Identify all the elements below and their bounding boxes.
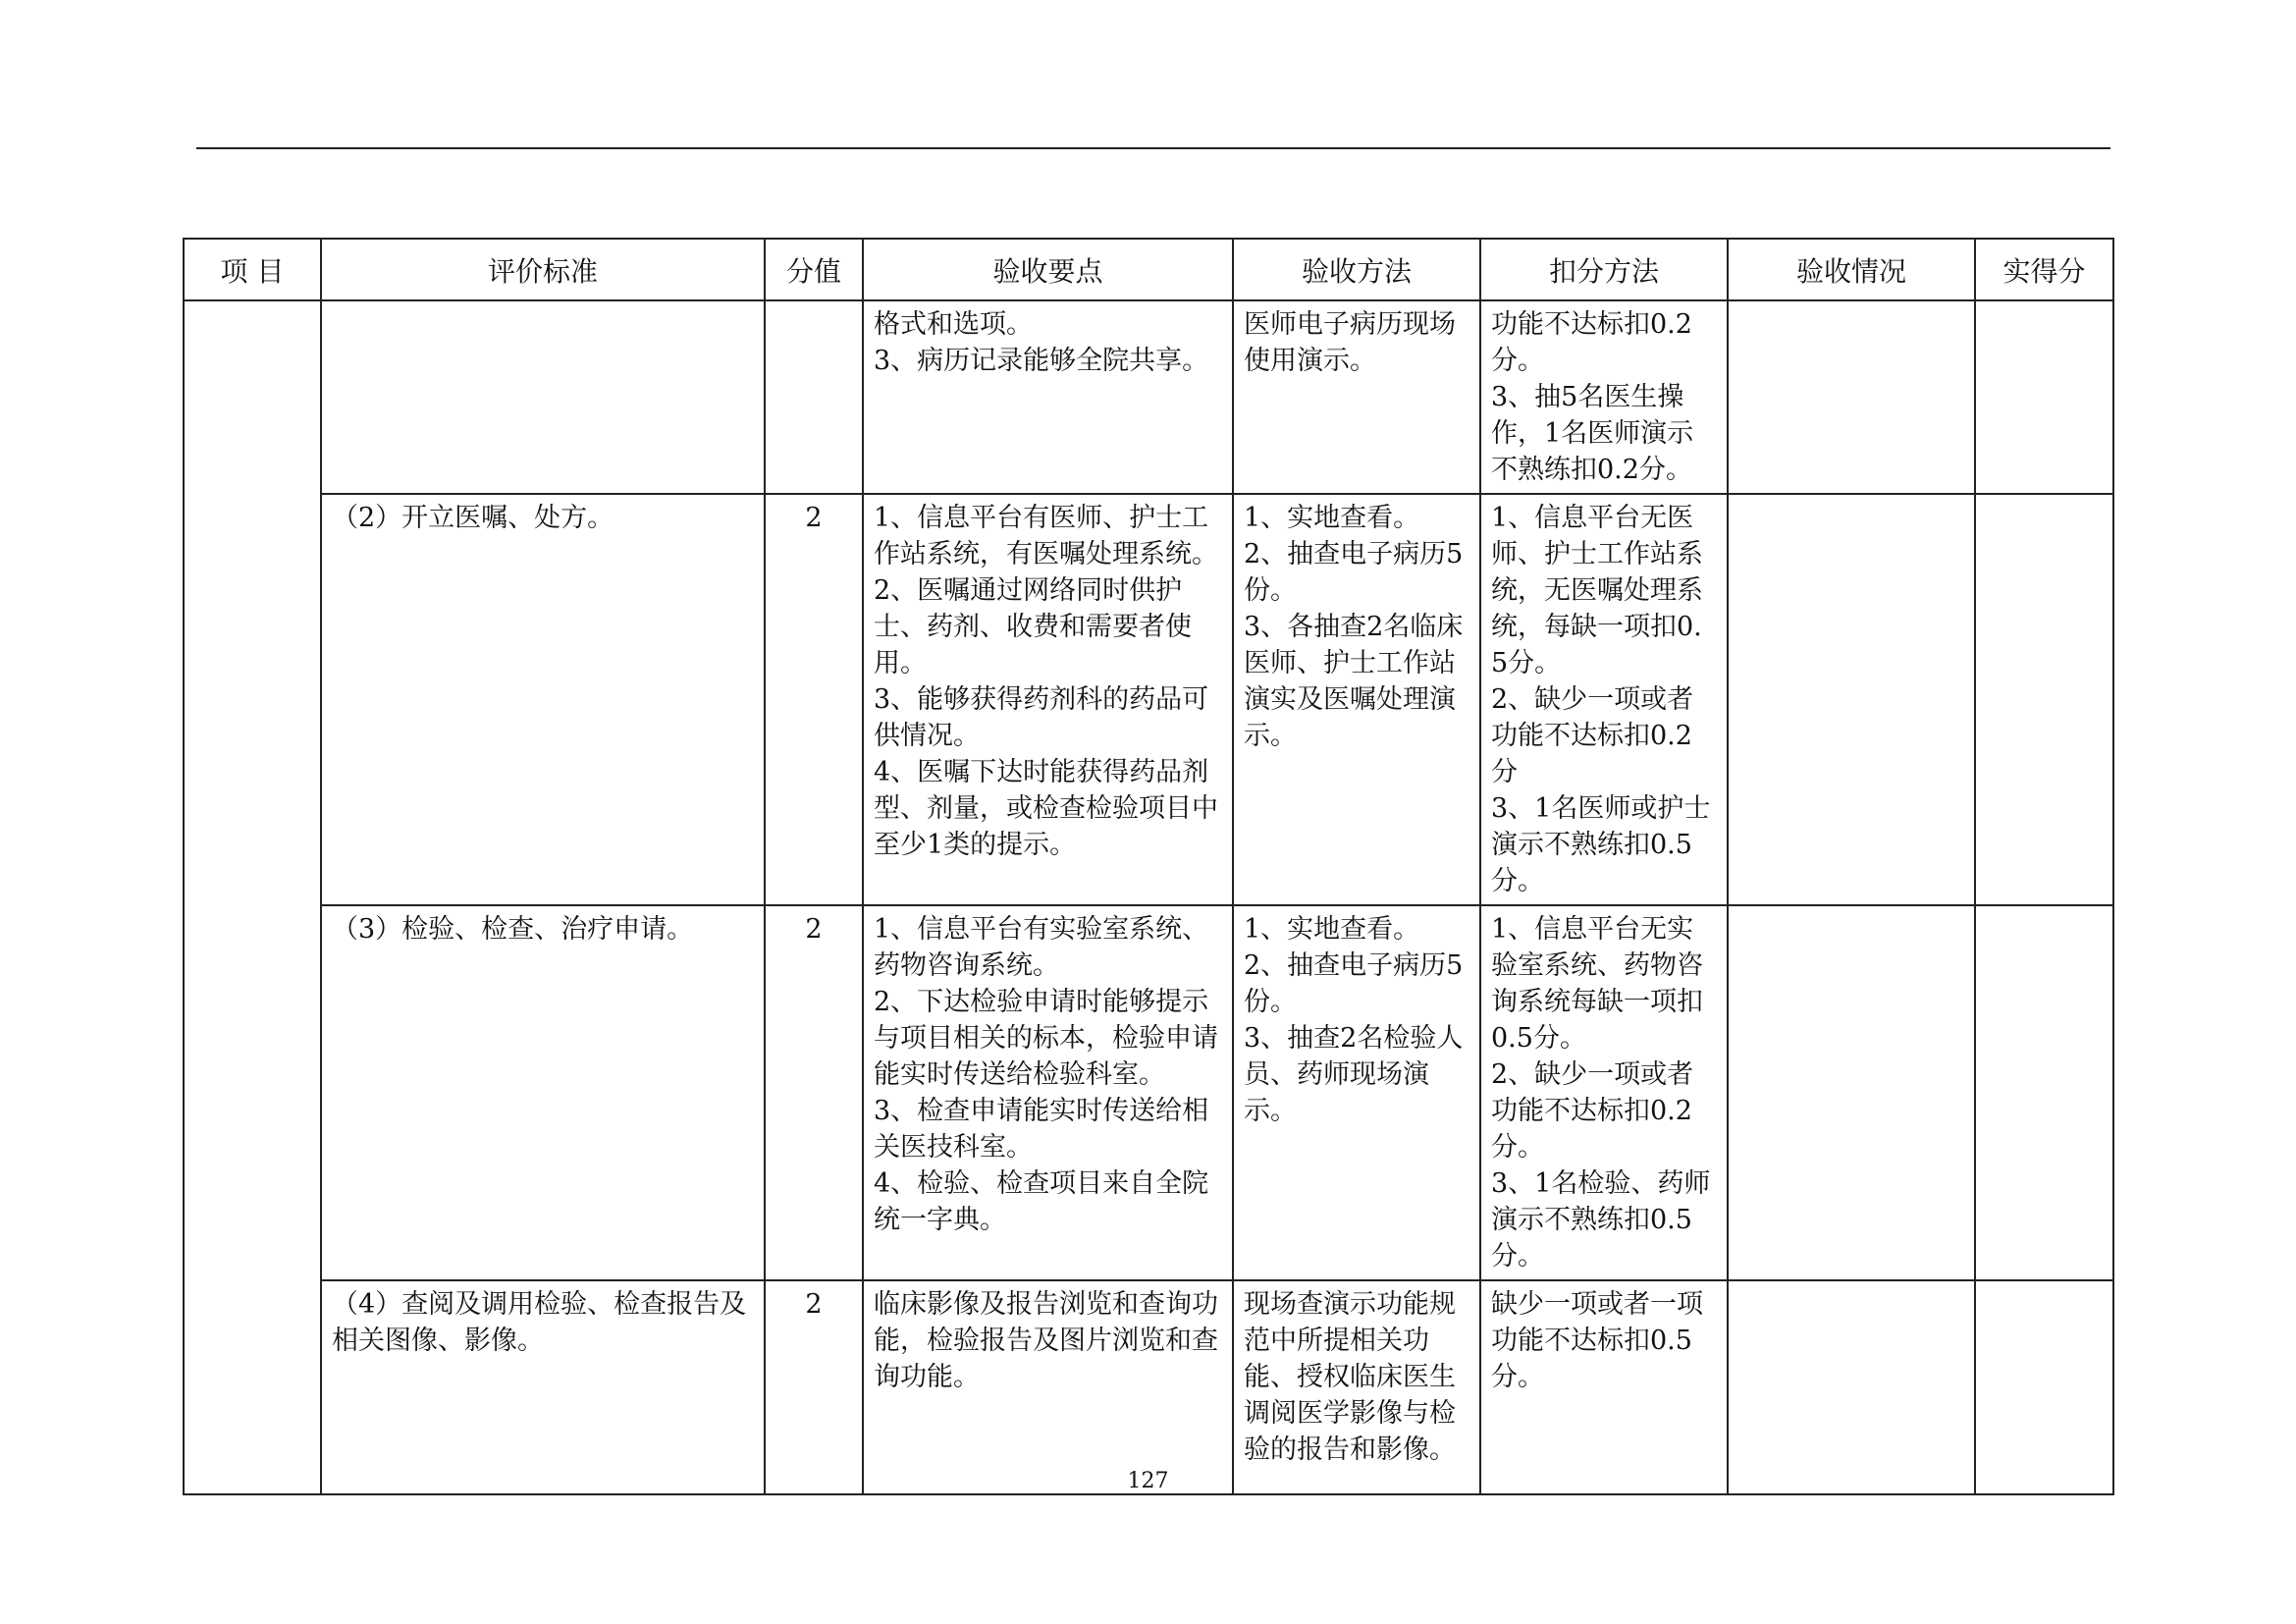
col-header-actual: 实得分 <box>1975 239 2113 300</box>
actual-score-cell <box>1975 1280 2113 1494</box>
points-line: 4、检验、检查项目来自全院统一字典。 <box>874 1168 1209 1235</box>
col-header-result: 验收情况 <box>1728 239 1975 300</box>
actual-score-cell <box>1975 300 2113 494</box>
method-line: 3、各抽查2名临床医师、护士工作站演实及医嘱处理演示。 <box>1244 612 1464 751</box>
points-cell <box>863 1280 1233 1494</box>
score-cell: 2 <box>765 1280 863 1494</box>
table-row <box>184 905 2113 1280</box>
col-header-standard: 评价标准 <box>321 239 765 300</box>
points-line: 1、信息平台有实验室系统、药物咨询系统。 <box>874 914 1209 981</box>
method-cell <box>1233 300 1480 494</box>
col-header-deduction: 扣分方法 <box>1480 239 1728 300</box>
points-line: 3、病历记录能够全院共享。 <box>874 346 1209 376</box>
deduction-line: 1、信息平台无医师、护士工作站系统，无医嘱处理系统，每缺一项扣0.5分。 <box>1491 503 1703 678</box>
header-rule <box>196 147 2110 149</box>
result-cell <box>1728 300 1975 494</box>
points-line: 4、医嘱下达时能获得药品剂型、剂量，或检查检验项目中至少1类的提示。 <box>874 757 1218 860</box>
deduction-cell <box>1480 905 1728 1280</box>
table-row <box>184 1280 2113 1494</box>
deduction-cell <box>1480 1280 1728 1494</box>
method-line: 医师电子病历现场使用演示。 <box>1244 309 1456 376</box>
score-cell <box>765 300 863 494</box>
points-line: 3、能够获得药剂科的药品可供情况。 <box>874 684 1209 751</box>
points-cell <box>863 494 1233 905</box>
points-cell <box>863 300 1233 494</box>
item-cell <box>184 300 321 1494</box>
page-number: 127 <box>1127 1469 1169 1493</box>
table-row <box>184 494 2113 905</box>
method-cell <box>1233 494 1480 905</box>
points-line: 1、信息平台有医师、护士工作站系统，有医嘱处理系统。 <box>874 503 1218 569</box>
col-header-method: 验收方法 <box>1233 239 1480 300</box>
points-line: 2、医嘱通过网络同时供护士、药剂、收费和需要者使用。 <box>874 575 1192 678</box>
points-line: 3、检查申请能实时传送给相关医技科室。 <box>874 1096 1209 1163</box>
deduction-line: 功能不达标扣0.2分。 <box>1491 309 1692 376</box>
points-line: 临床影像及报告浏览和查询功能，检验报告及图片浏览和查询功能。 <box>874 1289 1218 1392</box>
points-cell <box>863 905 1233 1280</box>
deduction-line: 2、缺少一项或者功能不达标扣0.2分 <box>1491 684 1694 787</box>
table-row <box>184 300 2113 494</box>
standard-cell <box>321 300 765 494</box>
actual-score-cell <box>1975 905 2113 1280</box>
deduction-line: 2、缺少一项或者功能不达标扣0.2分。 <box>1491 1059 1694 1163</box>
deduction-line: 3、1名检验、药师演示不熟练扣0.5分。 <box>1491 1168 1711 1272</box>
method-line: 3、抽查2名检验人员、药师现场演示。 <box>1244 1023 1464 1126</box>
deduction-cell <box>1480 300 1728 494</box>
deduction-line: 3、抽5名医生操作，1名医师演示不熟练扣0.2分。 <box>1491 382 1694 485</box>
standard-cell: （4）查阅及调用检验、检查报告及相关图像、影像。 <box>321 1280 765 1494</box>
col-header-score: 分值 <box>765 239 863 300</box>
method-cell <box>1233 1280 1480 1494</box>
method-line: 2、抽查电子病历5份。 <box>1244 950 1464 1017</box>
standard-cell: （3）检验、检查、治疗申请。 <box>321 905 765 1280</box>
col-header-item: 项 目 <box>184 239 321 300</box>
points-line: 2、下达检验申请时能够提示与项目相关的标本，检验申请能实时传送给检验科室。 <box>874 987 1218 1090</box>
method-line: 2、抽查电子病历5份。 <box>1244 539 1464 606</box>
result-cell <box>1728 905 1975 1280</box>
points-line: 格式和选项。 <box>874 309 1033 340</box>
result-cell <box>1728 494 1975 905</box>
actual-score-cell <box>1975 494 2113 905</box>
method-line: 现场查演示功能规范中所提相关功能、授权临床医生调阅医学影像与检验的报告和影像。 <box>1244 1289 1456 1465</box>
deduction-line: 3、1名医师或护士演示不熟练扣0.5分。 <box>1491 793 1711 896</box>
table-header-row <box>184 239 2113 300</box>
deduction-line: 1、信息平台无实验室系统、药物咨询系统每缺一项扣0.5分。 <box>1491 914 1703 1054</box>
method-line: 1、实地查看。 <box>1244 503 1420 533</box>
method-line: 1、实地查看。 <box>1244 914 1420 945</box>
col-header-points: 验收要点 <box>863 239 1233 300</box>
evaluation-table <box>183 238 2114 1495</box>
score-cell: 2 <box>765 905 863 1280</box>
score-cell: 2 <box>765 494 863 905</box>
method-cell <box>1233 905 1480 1280</box>
result-cell <box>1728 1280 1975 1494</box>
deduction-cell <box>1480 494 1728 905</box>
standard-cell: （2）开立医嘱、处方。 <box>321 494 765 905</box>
deduction-line: 缺少一项或者一项功能不达标扣0.5分。 <box>1491 1289 1703 1392</box>
